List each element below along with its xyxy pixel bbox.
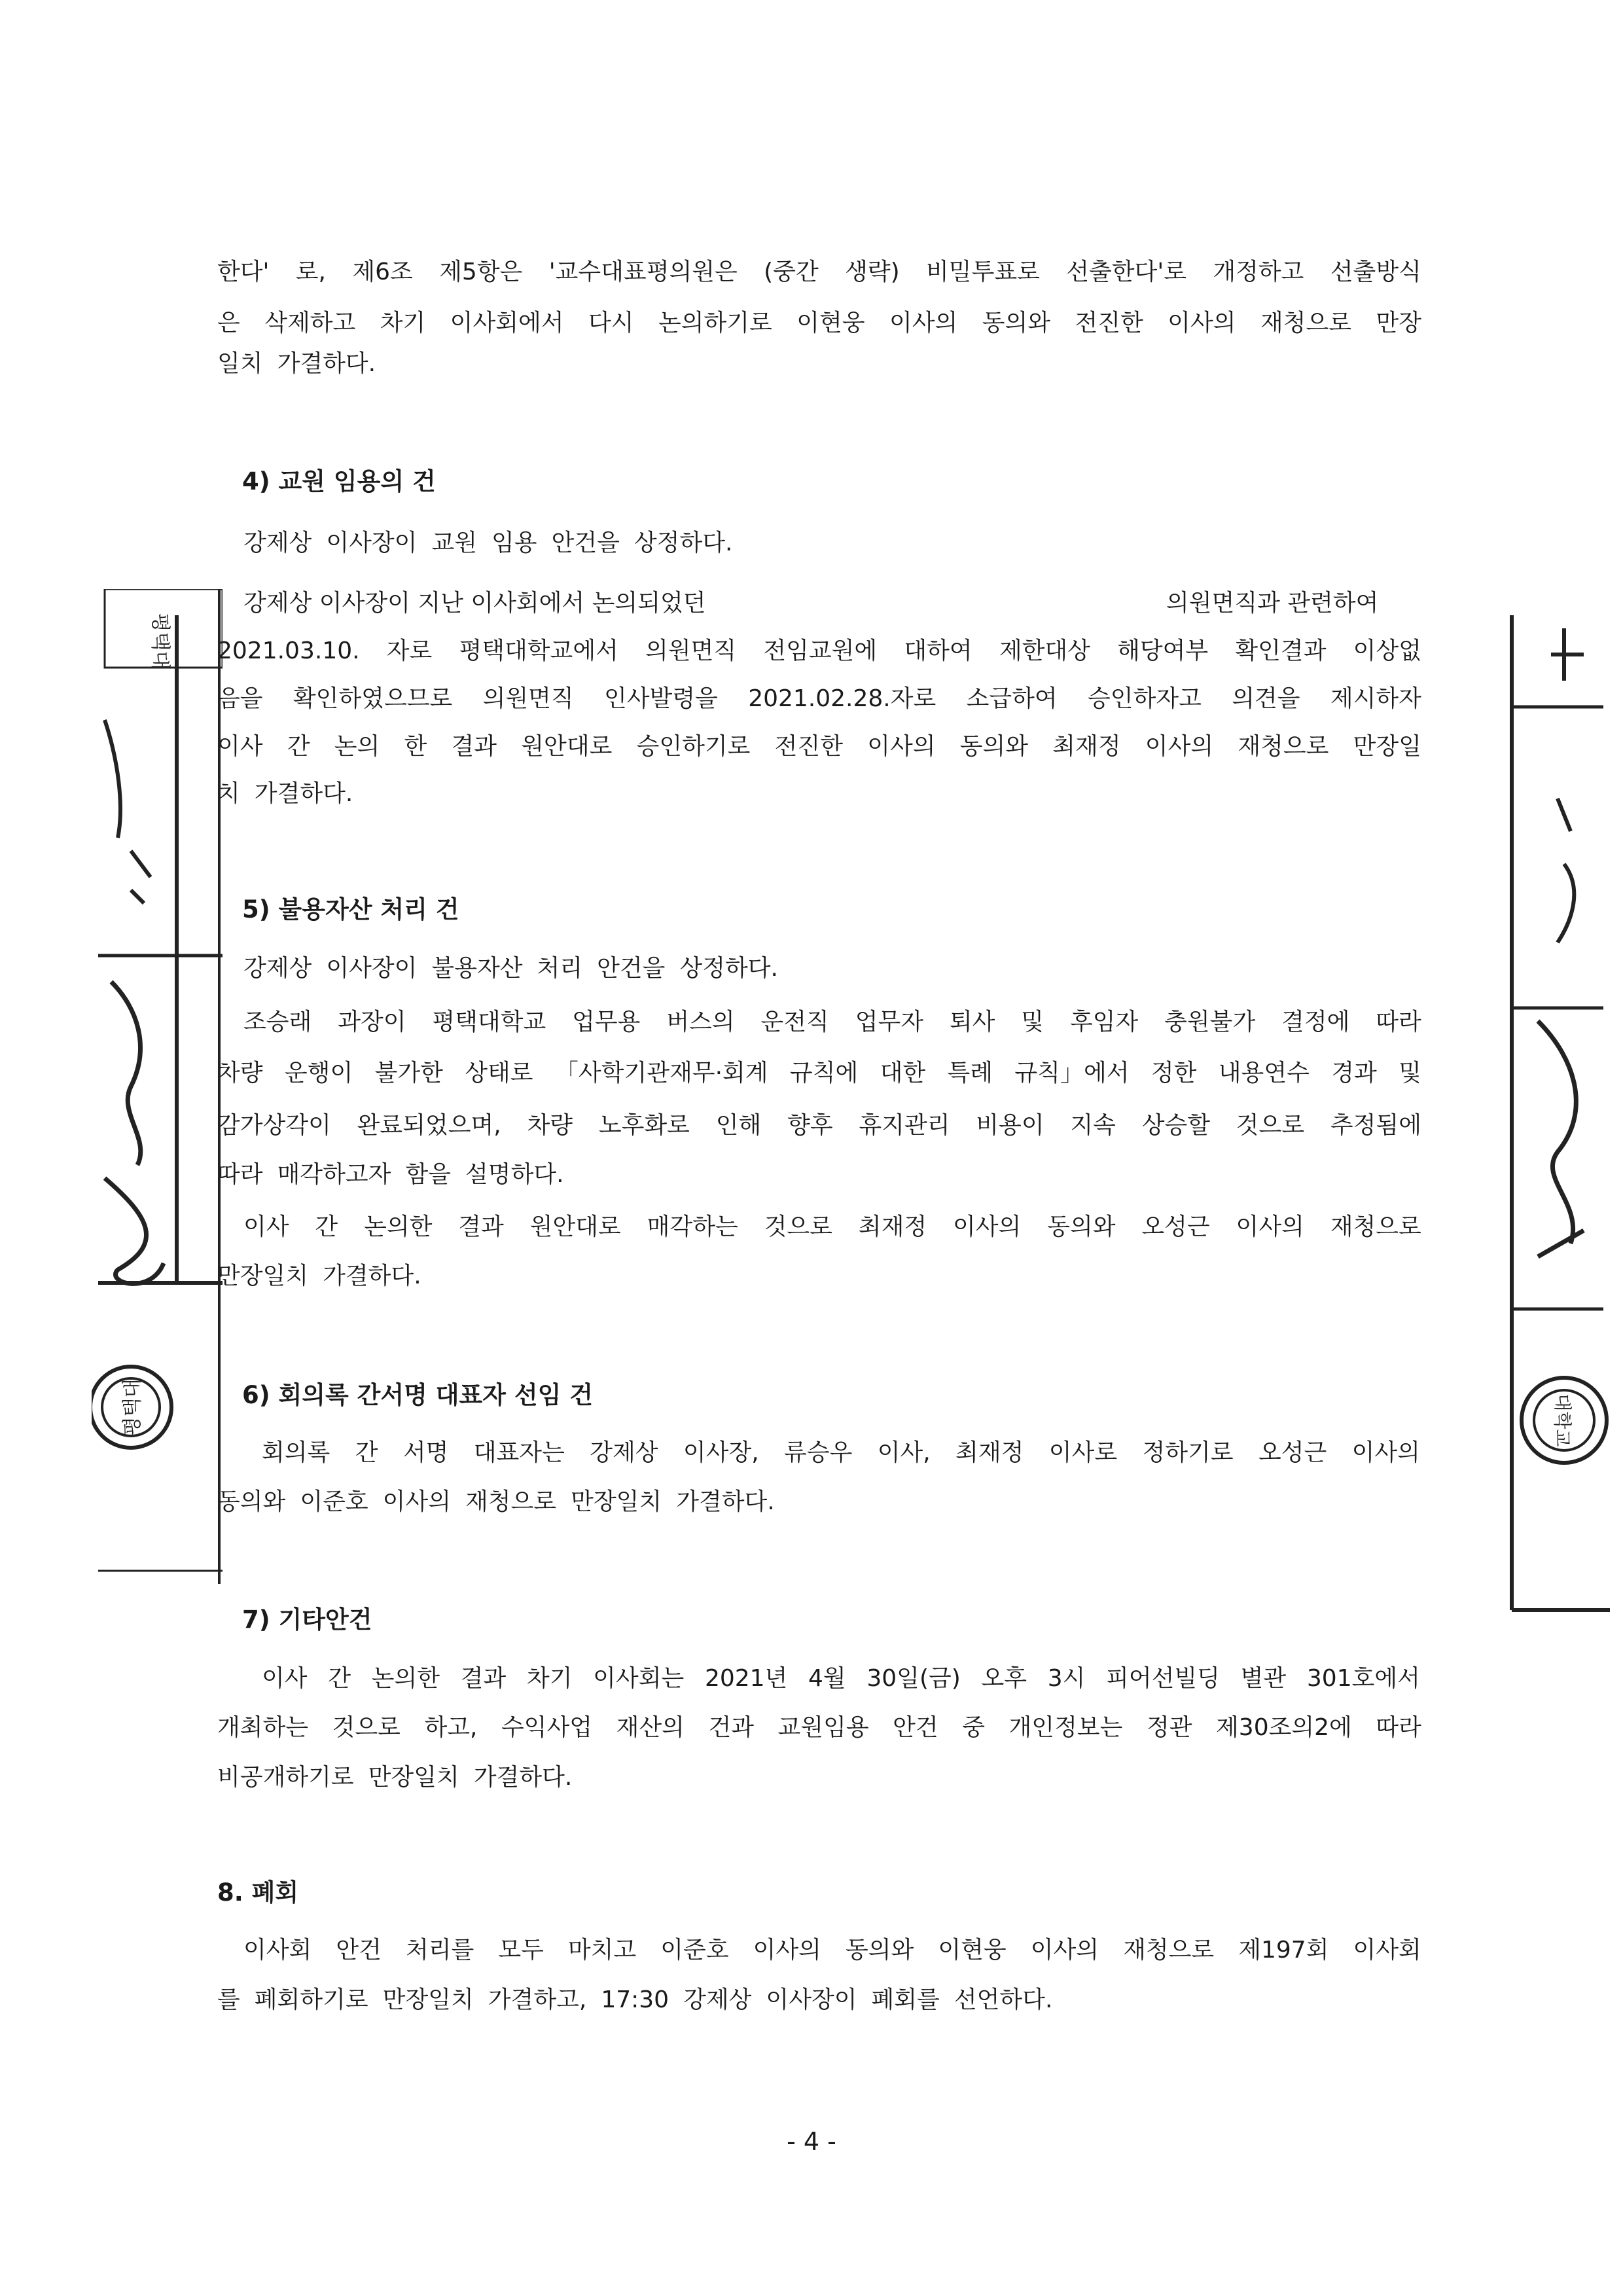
intro-line-2-word: 삭제하고 [264,310,356,336]
section-5-line-6-word: 동의와 [1047,1213,1116,1240]
section-6-line-2-word: 이준호 [300,1488,368,1515]
section-5-line-3-word: 대한 [880,1060,926,1086]
section-6-line-2 [217,1476,1421,1528]
section-4-line-4-word: 결과 [451,733,497,760]
section-5-line-2-word: 업무용 [572,1009,641,1035]
section-4-line-2-word: 이상없 [1353,637,1421,664]
section-5-line-3-word: 규칙」에서 [1014,1060,1130,1086]
section-5-line-5-word: 따라 [217,1161,263,1188]
section-5-line-2-word: 및 [1021,1009,1044,1035]
section-8-heading: 8. 폐회 [217,1878,299,1907]
section-4-line-4-word: 간 [287,733,310,760]
section-7-heading: 7) 기타안건 [242,1605,372,1634]
right-signature-stamp [1499,615,1610,1617]
section-6-line-1-word: 이사장, [683,1439,759,1466]
section-5-line-4 [217,1100,1421,1152]
section-8-line-2-word: 선언하다. [954,1986,1053,2013]
section-7-line-1-word: 30일(금) [866,1665,961,1692]
section-4-para-right: 의원면직과 관련하여 [1166,590,1379,617]
section-7-line-3-word: 만장일치 [368,1764,459,1791]
intro-line-1 [217,246,1421,298]
section-4-line-4-word: 이사의 [867,733,936,760]
section-7-line-2-word: 정관 [1146,1714,1192,1741]
section-7-line-1-word: 2021년 [704,1665,788,1692]
section-5-line-3-word: 차량 [217,1060,263,1086]
section-8-line-2-word: 폐회를 [871,1986,940,2013]
intro-line-3-word: 가결하다. [277,350,376,377]
section-7-line-2 [217,1702,1421,1754]
section-6-line-1-word: 강제상 [590,1439,658,1466]
section-5-heading: 5) 불용자산 처리 건 [242,895,459,924]
section-5-line-3-word: 특례 [947,1060,993,1086]
section-5-line-5-word: 매각하고자 [277,1161,391,1188]
section-5-line-4-word: 차량 [527,1112,573,1139]
section-7-line-3-word: 가결하다. [473,1764,573,1791]
section-4-line-3-word: 2021.02.28.자로 [748,685,936,712]
section-4-heading: 4) 교원 임용의 건 [242,467,436,495]
section-5-line-4-word: 지속 [1070,1112,1116,1139]
intro-line-1-word: 선출방식 [1330,259,1421,285]
left-stamp-graphic [92,589,223,1584]
section-4-line-2-word: 전임교원에 [763,637,878,664]
section-7-line-2-word: 수익사업 [501,1714,593,1741]
section-5-line-2 [243,996,1421,1049]
section-4-line-4-word: 한 [404,733,427,760]
section-5-line-3-word: 및 [1399,1060,1421,1086]
section-8-line-1-word: 이사의 [1030,1937,1099,1964]
section-4-line-2-word: 해당여부 [1117,637,1209,664]
section-4-para-left: 강제상 이사장이 지난 이사회에서 논의되었던 [243,590,706,617]
section-5-line-6-word: 이사 [243,1213,289,1240]
section-8-line-2-word: 만장일치 [382,1986,474,2013]
section-5-line-1 [243,942,1421,995]
section-4-line-3-word: 제시하자 [1330,685,1421,712]
section-5-line-1-word: 안건을 [597,955,666,982]
intro-line-2-word: 은 [217,310,240,336]
section-7-line-2-word: 따라 [1376,1714,1421,1741]
section-5-line-6-word: 간 [315,1213,338,1240]
section-8-line-1-word: 동의와 [845,1937,914,1964]
section-7-line-1-word: 301호에서 [1306,1665,1420,1692]
section-8-line-1-word: 안건 [336,1937,382,1964]
section-7-line-1-word: 결과 [460,1665,507,1692]
section-7-line-1 [262,1653,1420,1705]
section-5-line-3-word: 「사학기관재무·회계 [554,1060,768,1086]
section-7-line-2-word: 중 [962,1714,986,1741]
page-number: - 4 - [787,2127,836,2156]
section-5-line-2-word: 조승래 [243,1009,312,1035]
section-5-line-3-word: 상태로 [465,1060,533,1086]
section-8-line-1-word: 제197회 [1238,1937,1329,1964]
section-6-line-2-word: 가결하다. [676,1488,775,1515]
section-5-line-6-word: 논의한 [364,1213,433,1240]
intro-line-2-word: 이사의 [889,310,958,336]
section-4-line-3-word: 승인하자고 [1088,685,1202,712]
section-6-heading: 6) 회의록 간서명 대표자 선임 건 [242,1381,593,1409]
section-5-line-7 [217,1250,1421,1302]
intro-line-2-word: 동의와 [982,310,1051,336]
left-signature-stamp [92,589,223,1584]
section-8-line-1-word: 이사회 [243,1937,312,1964]
intro-line-1-word: 로, [295,259,327,285]
section-6-line-1-word: 류승우 [784,1439,853,1466]
section-4-line-1-word: 교원 [431,529,477,556]
section-4-line-4-word: 원안대로 [521,733,613,760]
section-4-line-2-word: 자로 [386,637,433,664]
intro-line-2-word: 차기 [380,310,426,336]
section-5-line-4-word: 감가상각이 [217,1112,331,1139]
section-5-line-1-word: 처리 [537,955,583,982]
section-5-line-6 [243,1201,1421,1253]
section-5-line-2-word: 따라 [1376,1009,1421,1035]
section-4-line-4-word: 이사 [217,733,263,760]
section-7-line-2-word: 안건 [893,1714,938,1741]
section-5-line-7-word: 만장일치 [217,1263,309,1289]
section-5-line-3-word: 경과 [1331,1060,1377,1086]
section-6-line-1-word: 이사의 [1351,1439,1420,1466]
section-7-line-2-word: 교원임용 [777,1714,869,1741]
section-5-line-4-word: 향후 [787,1112,833,1139]
section-5-line-6-word: 원안대로 [529,1213,621,1240]
intro-line-1-word: 제6조 [352,259,413,285]
section-4-line-2-word: 대하여 [904,637,972,664]
section-6-line-2-word: 이사의 [382,1488,451,1515]
section-4-line-5 [217,768,1421,820]
right-stamp-graphic [1499,615,1610,1617]
section-4-line-4-word: 전진한 [774,733,843,760]
section-7-line-1-word: 피어선빌딩 [1106,1665,1220,1692]
section-5-line-3-word: 내용연수 [1218,1060,1310,1086]
section-8-line-1-word: 이사의 [753,1937,821,1964]
section-7-line-1-word: 별관 [1240,1665,1287,1692]
section-5-line-6-word: 것으로 [764,1213,832,1240]
section-7-line-1-word: 간 [328,1665,351,1692]
section-4-line-1-word: 강제상 [243,529,312,556]
section-4-line-3-word: 의원면직 [482,685,574,712]
section-5-line-6-word: 결과 [458,1213,504,1240]
section-4-line-2 [217,625,1421,677]
section-4-line-3-word: 의견을 [1232,685,1300,712]
section-5-line-5-word: 함을 [405,1161,452,1188]
section-5-line-6-word: 재청으로 [1330,1213,1421,1240]
section-8-line-2-word: 폐회하기로 [254,1986,368,2013]
section-5-line-6-word: 매각하는 [647,1213,738,1240]
section-5-line-1-word: 강제상 [243,955,312,982]
section-4-line-3-word: 음을 [217,685,263,712]
section-7-line-2-word: 하고, [424,1714,478,1741]
section-6-line-1-word: 회의록 [262,1439,330,1466]
section-6-line-1-word: 서명 [402,1439,449,1466]
section-8-line-1 [243,1924,1421,1977]
section-7-line-1-word: 오후 [981,1665,1027,1692]
section-4-line-2-word: 2021.03.10. [217,637,360,664]
section-5-line-3-word: 정한 [1150,1060,1197,1086]
section-5-line-6-word: 이사의 [1236,1213,1304,1240]
section-5-line-4-word: 추정됨에 [1330,1112,1421,1139]
section-5-line-5 [217,1149,1421,1201]
intro-line-1-word: 생략) [845,259,900,285]
intro-line-1-word: 제5항은 [439,259,523,285]
section-7-line-2-word: 것으로 [332,1714,401,1741]
section-8-line-1-word: 이사회 [1353,1937,1421,1964]
section-7-line-2-word: 개인정보는 [1008,1714,1123,1741]
section-5-line-2-word: 평택대학교 [432,1009,546,1035]
section-4-line-4-word: 최재정 [1052,733,1121,760]
section-5-line-2-word: 업무자 [855,1009,924,1035]
section-5-line-5-word: 설명하다. [465,1161,564,1188]
section-4-line-4 [217,721,1421,773]
section-5-line-3-word: 규칙에 [789,1060,859,1086]
section-8-line-1-word: 재청으로 [1123,1937,1215,1964]
section-5-line-1-word: 상정하다. [679,955,778,982]
section-7-line-2-word: 제30조의2에 [1216,1714,1352,1741]
intro-line-3 [217,338,1421,390]
section-5-line-6-word: 오성근 [1141,1213,1210,1240]
intro-line-2-word: 전진한 [1075,310,1143,336]
section-4-line-1 [243,517,1421,569]
section-8-line-2-word: 를 [217,1986,240,2013]
section-5-line-3-word: 운행이 [284,1060,353,1086]
section-8-line-1-word: 마치고 [567,1937,637,1964]
section-5-line-2-word: 과장이 [338,1009,406,1035]
section-7-line-1-word: 4월 [808,1665,846,1692]
section-4-line-2-word: 평택대학교에서 [459,637,618,664]
section-7-line-2-word: 개최하는 [217,1714,309,1741]
intro-line-1-word: 개정하고 [1213,259,1304,285]
section-5-line-4-word: 완료되었으며, [357,1112,501,1139]
section-8-line-2-word: 이사장이 [766,1986,857,2013]
section-5-line-4-word: 인해 [715,1112,762,1139]
intro-line-1-word: (중간 [764,259,819,285]
section-6-line-2-word: 동의와 [217,1488,286,1515]
section-8-line-1-word: 이현웅 [938,1937,1007,1964]
section-6-line-1-word: 이사, [877,1439,931,1466]
section-5-line-1-word: 불용자산 [431,955,523,982]
section-4-line-2-word: 의원면직 [645,637,737,664]
section-4-line-4-word: 논의 [334,733,380,760]
section-4-line-3-word: 인사발령을 [604,685,718,712]
section-5-line-2-word: 충원불가 [1164,1009,1256,1035]
section-4-line-4-word: 재청으로 [1238,733,1329,760]
section-7-line-1-word: 3시 [1047,1665,1086,1692]
section-5-line-2-word: 운전직 [760,1009,829,1035]
section-8-line-2-word: 강제상 [683,1986,752,2013]
svg-text:대학교: 대학교 [1552,1393,1573,1447]
section-4-line-5-word: 치 [217,780,240,807]
section-4-line-4-word: 만장일 [1353,733,1421,760]
section-5-line-4-word: 것으로 [1236,1112,1305,1139]
section-8-line-2 [217,1974,1421,2026]
intro-line-3-word: 일치 [217,350,263,377]
intro-line-2-word: 재청으로 [1260,310,1352,336]
svg-text:평택대: 평택대 [121,1378,144,1436]
section-5-line-7-word: 가결하다. [323,1263,421,1289]
section-8-line-1-word: 모두 [498,1937,544,1964]
section-6-line-1-word: 간 [355,1439,378,1466]
section-7-line-3-word: 비공개하기로 [217,1764,354,1791]
section-4-line-3 [217,673,1421,725]
intro-line-2-word: 이사회에서 [450,310,564,336]
section-4-line-1-word: 안건을 [551,529,620,556]
section-5-line-2-word: 후임자 [1069,1009,1139,1035]
section-6-line-1-word: 오성근 [1258,1439,1327,1466]
intro-line-2-word: 다시 [588,310,634,336]
intro-line-2-word: 이사의 [1168,310,1236,336]
section-6-line-1 [262,1427,1420,1479]
section-4-line-4-word: 동의와 [959,733,1029,760]
section-4-line-1-word: 상정하다. [633,529,733,556]
svg-text:평택대: 평택대 [149,613,171,670]
intro-line-1-word: 비밀투표로 [926,259,1040,285]
section-4-line-4-word: 승인하기로 [636,733,751,760]
intro-line-2-word: 논의하기로 [658,310,772,336]
section-5-line-4-word: 노후화로 [598,1112,690,1139]
section-6-line-1-word: 정하기로 [1142,1439,1234,1466]
section-6-line-1-word: 이사로 [1048,1439,1118,1466]
section-5-line-2-word: 퇴사 [949,1009,995,1035]
section-5-line-4-word: 비용이 [976,1112,1044,1139]
section-5-line-6-word: 이사의 [952,1213,1022,1240]
section-7-line-1-word: 차기 [526,1665,573,1692]
section-5-line-4-word: 상승할 [1141,1112,1211,1139]
section-4-line-1-word: 임용 [491,529,537,556]
section-5-line-3 [217,1047,1421,1100]
section-8-line-1-word: 처리를 [405,1937,474,1964]
section-7-line-1-word: 이사 [262,1665,308,1692]
intro-line-2-word: 이현웅 [796,310,865,336]
intro-line-1-word: '교수대표평의원은 [548,259,738,285]
intro-line-1-word: 선출한다'로 [1066,259,1187,285]
section-8-line-2-word: 가결하고, [488,1986,587,2013]
section-8-line-2-word: 17:30 [601,1986,669,2013]
section-7-line-1-word: 논의한 [371,1665,440,1692]
section-5-line-6-word: 최재정 [858,1213,927,1240]
section-4-line-5-word: 가결하다. [254,780,353,807]
section-4-line-2-word: 제한대상 [999,637,1090,664]
section-4-line-4-word: 이사의 [1145,733,1214,760]
section-5-line-2-word: 결정에 [1281,1009,1350,1035]
intro-line-2-word: 만장 [1376,310,1421,336]
section-6-line-1-word: 대표자는 [473,1439,565,1466]
section-4-line-3-word: 확인하였으므로 [293,685,453,712]
section-7-line-2-word: 재산의 [616,1714,685,1741]
section-6-line-2-word: 재청으로 [465,1488,557,1515]
section-5-line-2-word: 버스의 [666,1009,735,1035]
section-4-line-2-word: 확인결과 [1235,637,1327,664]
section-5-line-1-word: 이사장이 [326,955,418,982]
section-7-line-3 [217,1751,1421,1804]
section-4-line-3-word: 소급하여 [966,685,1058,712]
section-7-line-1-word: 이사회는 [593,1665,685,1692]
section-6-line-2-word: 만장일치 [571,1488,662,1515]
section-7-line-2-word: 건과 [708,1714,755,1741]
section-5-line-3-word: 불가한 [374,1060,443,1086]
section-4-line-1-word: 이사장이 [326,529,418,556]
section-5-line-4-word: 휴지관리 [859,1112,950,1139]
intro-line-1-word: 한다' [217,259,270,285]
section-8-line-1-word: 이준호 [660,1937,729,1964]
section-6-line-1-word: 최재정 [955,1439,1024,1466]
